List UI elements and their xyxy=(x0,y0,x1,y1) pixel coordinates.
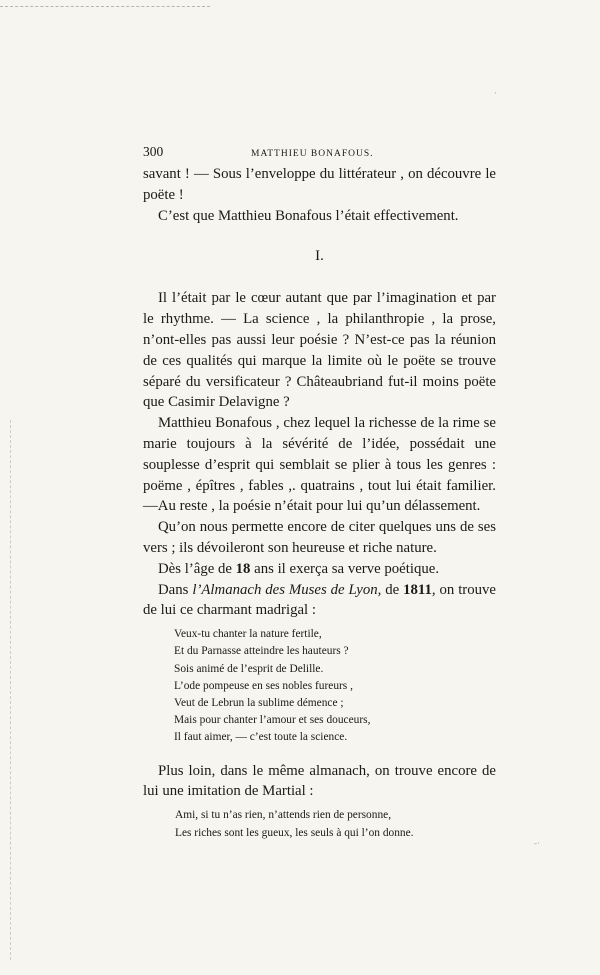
verse-line: L’ode pompeuse en ses nobles fureurs , xyxy=(174,679,353,692)
page-header xyxy=(143,142,496,164)
scan-edge-left xyxy=(10,420,11,960)
paragraph: Plus loin, dans le même almanach, on trouve encore de lui une imitation de Martial : xyxy=(143,762,496,800)
paragraph xyxy=(143,559,496,580)
scan-edge-top xyxy=(0,6,210,7)
verse-line: Veut de Lebrun la sublime démence ; xyxy=(174,696,344,709)
year: 1811 xyxy=(403,581,432,598)
madrigal-verse xyxy=(174,626,496,746)
epigram-verse xyxy=(175,806,496,842)
text-run: ans il exerça sa verve poétique. xyxy=(250,560,440,577)
paragraph: savant ! — Sous l’enveloppe du littérateur , on découvre le poëte ! xyxy=(143,166,496,203)
verse-line: Ami, si tu n’as rien, n’attends rien de personne, xyxy=(175,809,392,822)
verse-line: Veux-tu chanter la nature fertile, xyxy=(174,628,322,641)
paragraph: Qu’on nous permette encore de citer quelques uns de ses vers ; ils dévoileront son heureuse et riche nature. xyxy=(143,519,496,556)
scan-speck: -· xyxy=(534,838,540,848)
verse-line: Les riches sont les gueux, les seuls à qui l’on donne. xyxy=(175,827,414,840)
verse-line: Et du Parnasse atteindre les hauteurs ? xyxy=(174,645,349,658)
paragraph: Matthieu Bonafous , chez lequel la richesse de la rime se marie toujours à la sévérité de l’idée, possédait une souplesse d’esprit qui semblait se plier à tous les genres : poëme , épîtres , fables ,. quatrains , tout lui était familier. —Au reste , la poésie n’était pour lui qu’un délassement. xyxy=(143,415,496,515)
verse-line: Mais pour chanter l’amour et ses douceurs, xyxy=(174,714,371,727)
verse-line: Sois animé de l’esprit de Delille. xyxy=(174,662,324,675)
text-run: de xyxy=(381,581,404,598)
almanac-title: l’Almanach des Muses de Lyon, xyxy=(192,581,382,598)
verse-line: Il faut aimer, — c’est toute la science. xyxy=(174,731,348,744)
section-heading: I. xyxy=(315,248,324,265)
page-number: 300 xyxy=(143,144,164,159)
paragraph: C’est que Matthieu Bonafous l’était effectivement. xyxy=(158,207,459,224)
text-run: Dans xyxy=(158,581,193,598)
book-page xyxy=(143,142,496,842)
paragraph: Il l’était par le cœur autant que par l’imagination et par le rhythme. — La science , la philanthropie , la prose, n’ont-elles pas aussi leur poésie ? N’est-ce pas la réunion de ces qualités qui marque la limite où le poëte se trouve séparé du versificateur ? Châteaubriand fut-il moins poëte que Casimir Delavigne ? xyxy=(143,290,496,411)
text-run: , on trouve de lui ce charmant madrigal : xyxy=(143,581,496,619)
scan-speck: · xyxy=(494,88,497,98)
running-title: MATTHIEU BONAFOUS. xyxy=(251,149,374,159)
text-run: Dès l’âge de xyxy=(158,560,236,577)
age-number: 18 xyxy=(235,560,251,577)
paragraph xyxy=(143,580,496,622)
